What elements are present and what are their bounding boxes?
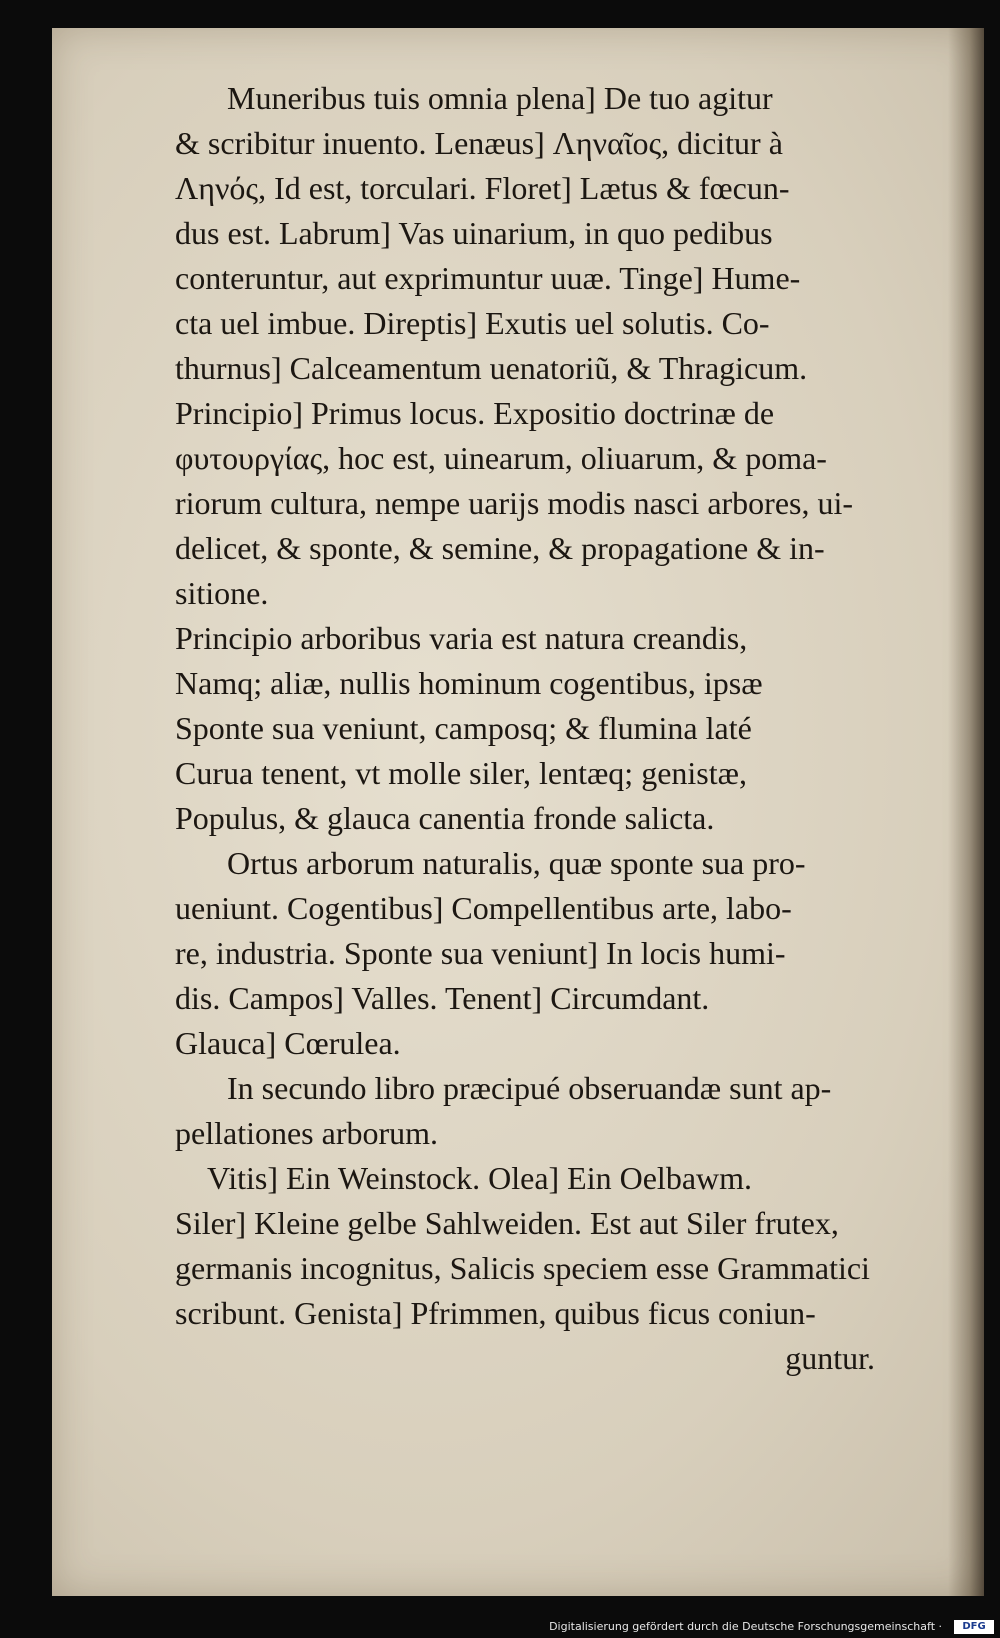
text-line: conteruntur, aut exprimuntur uuæ. Tinge] Hume- [175,260,801,296]
text-line: riorum cultura, nempe uarijs modis nasci arbores, ui- [175,485,854,521]
text-line: Principio] Primus locus. Expositio doctrinæ de [175,395,775,431]
text-line: guntur. [785,1340,875,1376]
text-line: pellationes arborum. [175,1115,439,1151]
text-line: dus est. Labrum] Vas uinarium, in quo pedibus [175,215,773,251]
text-line: Populus, & glauca canentia fronde salicta. [175,800,715,836]
text-line: Siler] Kleine gelbe Sahlweiden. Est aut Siler frutex, [175,1205,839,1241]
page-text [175,76,875,1381]
text-line: re, industria. Sponte sua veniunt] In locis humi- [175,935,786,971]
text-line: Principio arboribus varia est natura creandis, [175,620,748,656]
text-line: Ortus arborum naturalis, quæ sponte sua pro- [227,845,806,881]
text-line: dis. Campos] Valles. Tenent] Circumdant. [175,980,710,1016]
page-gutter-shadow [948,28,984,1596]
text-line: ueniunt. Cogentibus] Compellentibus arte, labo- [175,890,792,926]
text-line: sitione. [175,575,269,611]
text-line: Glauca] Cœrulea. [175,1025,401,1061]
text-line: In secundo libro præcipué obseruandæ sunt ap- [227,1070,832,1106]
text-line: thurnus] Calceamentum uenatoriũ, & Thragicum. [175,350,808,386]
text-line: Ληνός, Id est, torculari. Floret] Lætus & fœcun- [175,170,790,206]
text-line: Sponte sua veniunt, camposq; & flumina laté [175,710,752,746]
text-line: Curua tenent, vt molle siler, lentæq; genistæ, [175,755,747,791]
footer-caption: Digitalisierung gefördert durch die Deutsche Forschungsgemeinschaft · [549,1620,942,1633]
text-line: cta uel imbue. Direptis] Exutis uel solutis. Co- [175,305,770,341]
text-line: & scribitur inuento. Lenæus] Ληναῖος, dicitur à [175,125,783,161]
text-line: delicet, & sponte, & semine, & propagatione & in- [175,530,825,566]
text-line: germanis incognitus, Salicis speciem esse Grammatici [175,1250,870,1286]
text-line: Muneribus tuis omnia plena] De tuo agitur [227,80,773,116]
dfg-logo: DFG [954,1620,994,1634]
text-line: scribunt. Genista] Pfrimmen, quibus ficus coniun- [175,1295,816,1331]
text-line: Namq; aliæ, nullis hominum cogentibus, ipsæ [175,665,763,701]
text-line: Vitis] Ein Weinstock. Olea] Ein Oelbawm. [207,1160,753,1196]
text-line: φυτουργίας, hoc est, uinearum, oliuarum, & poma- [175,440,827,476]
